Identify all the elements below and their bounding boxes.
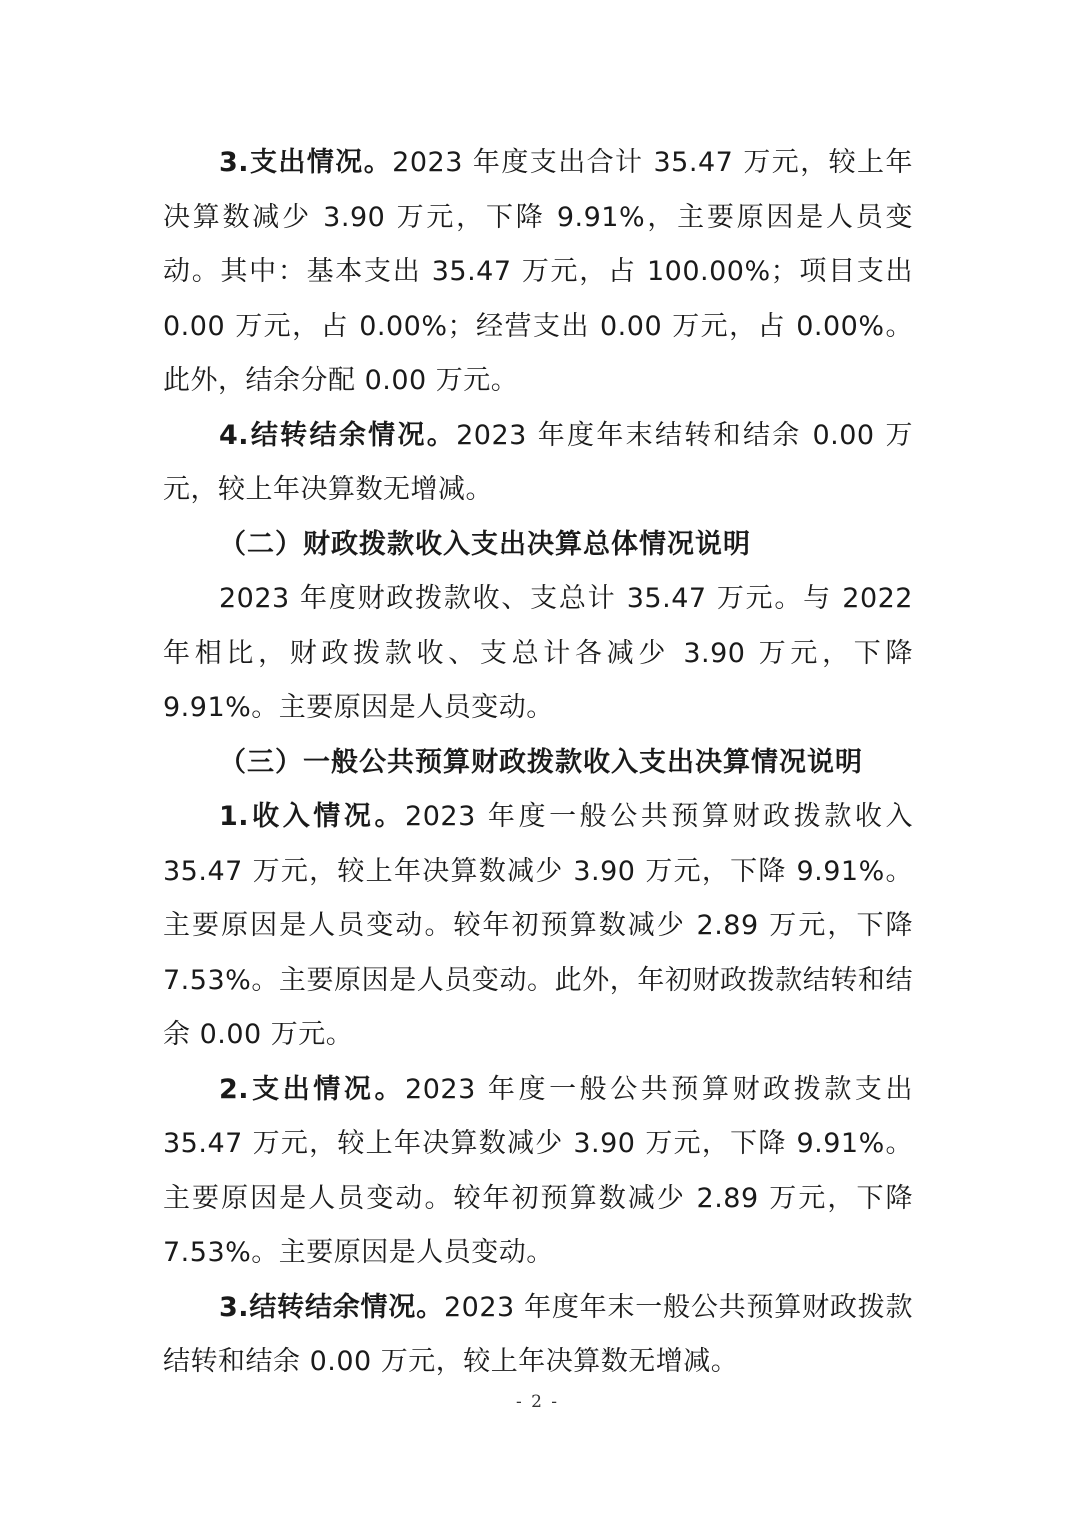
paragraph-text: 2023 年度一般公共预算财政拨款收入 35.47 万元，较上年决算数减少 3.90 万元，下降 9.91%。主要原因是人员变动。较年初预算数减少 2.89 万元，下降 7.53%。主要原因是人员变动。此外，年初财政拨款结转和结余 0.00 万元。 <box>163 801 914 1050</box>
paragraph-income <box>163 790 913 1063</box>
paragraph-fiscal-overview: 2023 年度财政拨款收、支总计 35.47 万元。与 2022 年相比，财政拨款收、支总计各减少 3.90 万元，下降 9.91%。主要原因是人员变动。 <box>163 583 914 723</box>
paragraph-lead: 1.收入情况。 <box>219 801 406 832</box>
paragraph-lead: 4.结转结余情况。 <box>219 419 457 451</box>
section-heading-2: （二）财政拨款收入支出决算总体情况说明 <box>219 528 751 560</box>
paragraph-general-expenditure <box>163 1063 913 1281</box>
paragraph-carryover <box>163 409 913 518</box>
paragraph-expenditure <box>163 136 913 409</box>
paragraph-lead: 3.结转结余情况。 <box>219 1291 444 1323</box>
page-number: - 2 - <box>515 1392 560 1412</box>
paragraph-text: 2023 年度支出合计 35.47 万元，较上年决算数减少 3.90 万元，下降 9.91%，主要原因是人员变动。其中：基本支出 35.47 万元，占 100.00%；项目支出 0.00 万元，占 0.00%；经营支出 0.00 万元，占 0.00%。此外，结余分配 0.00 万元。 <box>163 147 913 396</box>
paragraph-text: 2023 年度年末一般公共预算财政拨款结转和结余 0.00 万元，较上年决算数无增减。 <box>163 1291 913 1377</box>
section-heading-3: （三）一般公共预算财政拨款收入支出决算情况说明 <box>219 746 863 778</box>
document-body <box>163 136 913 1390</box>
paragraph-general-carryover <box>163 1281 913 1390</box>
paragraph-lead: 3.支出情况。 <box>219 147 393 178</box>
paragraph-text: 2023 年度年末结转和结余 0.00 万元，较上年决算数无增减。 <box>163 419 913 505</box>
paragraph-text: 2023 年度一般公共预算财政拨款支出 35.47 万元，较上年决算数减少 3.90 万元，下降 9.91%。主要原因是人员变动。较年初预算数减少 2.89 万元，下降 7.53%。主要原因是人员变动。 <box>163 1073 914 1268</box>
paragraph-lead: 2.支出情况。 <box>219 1073 406 1105</box>
